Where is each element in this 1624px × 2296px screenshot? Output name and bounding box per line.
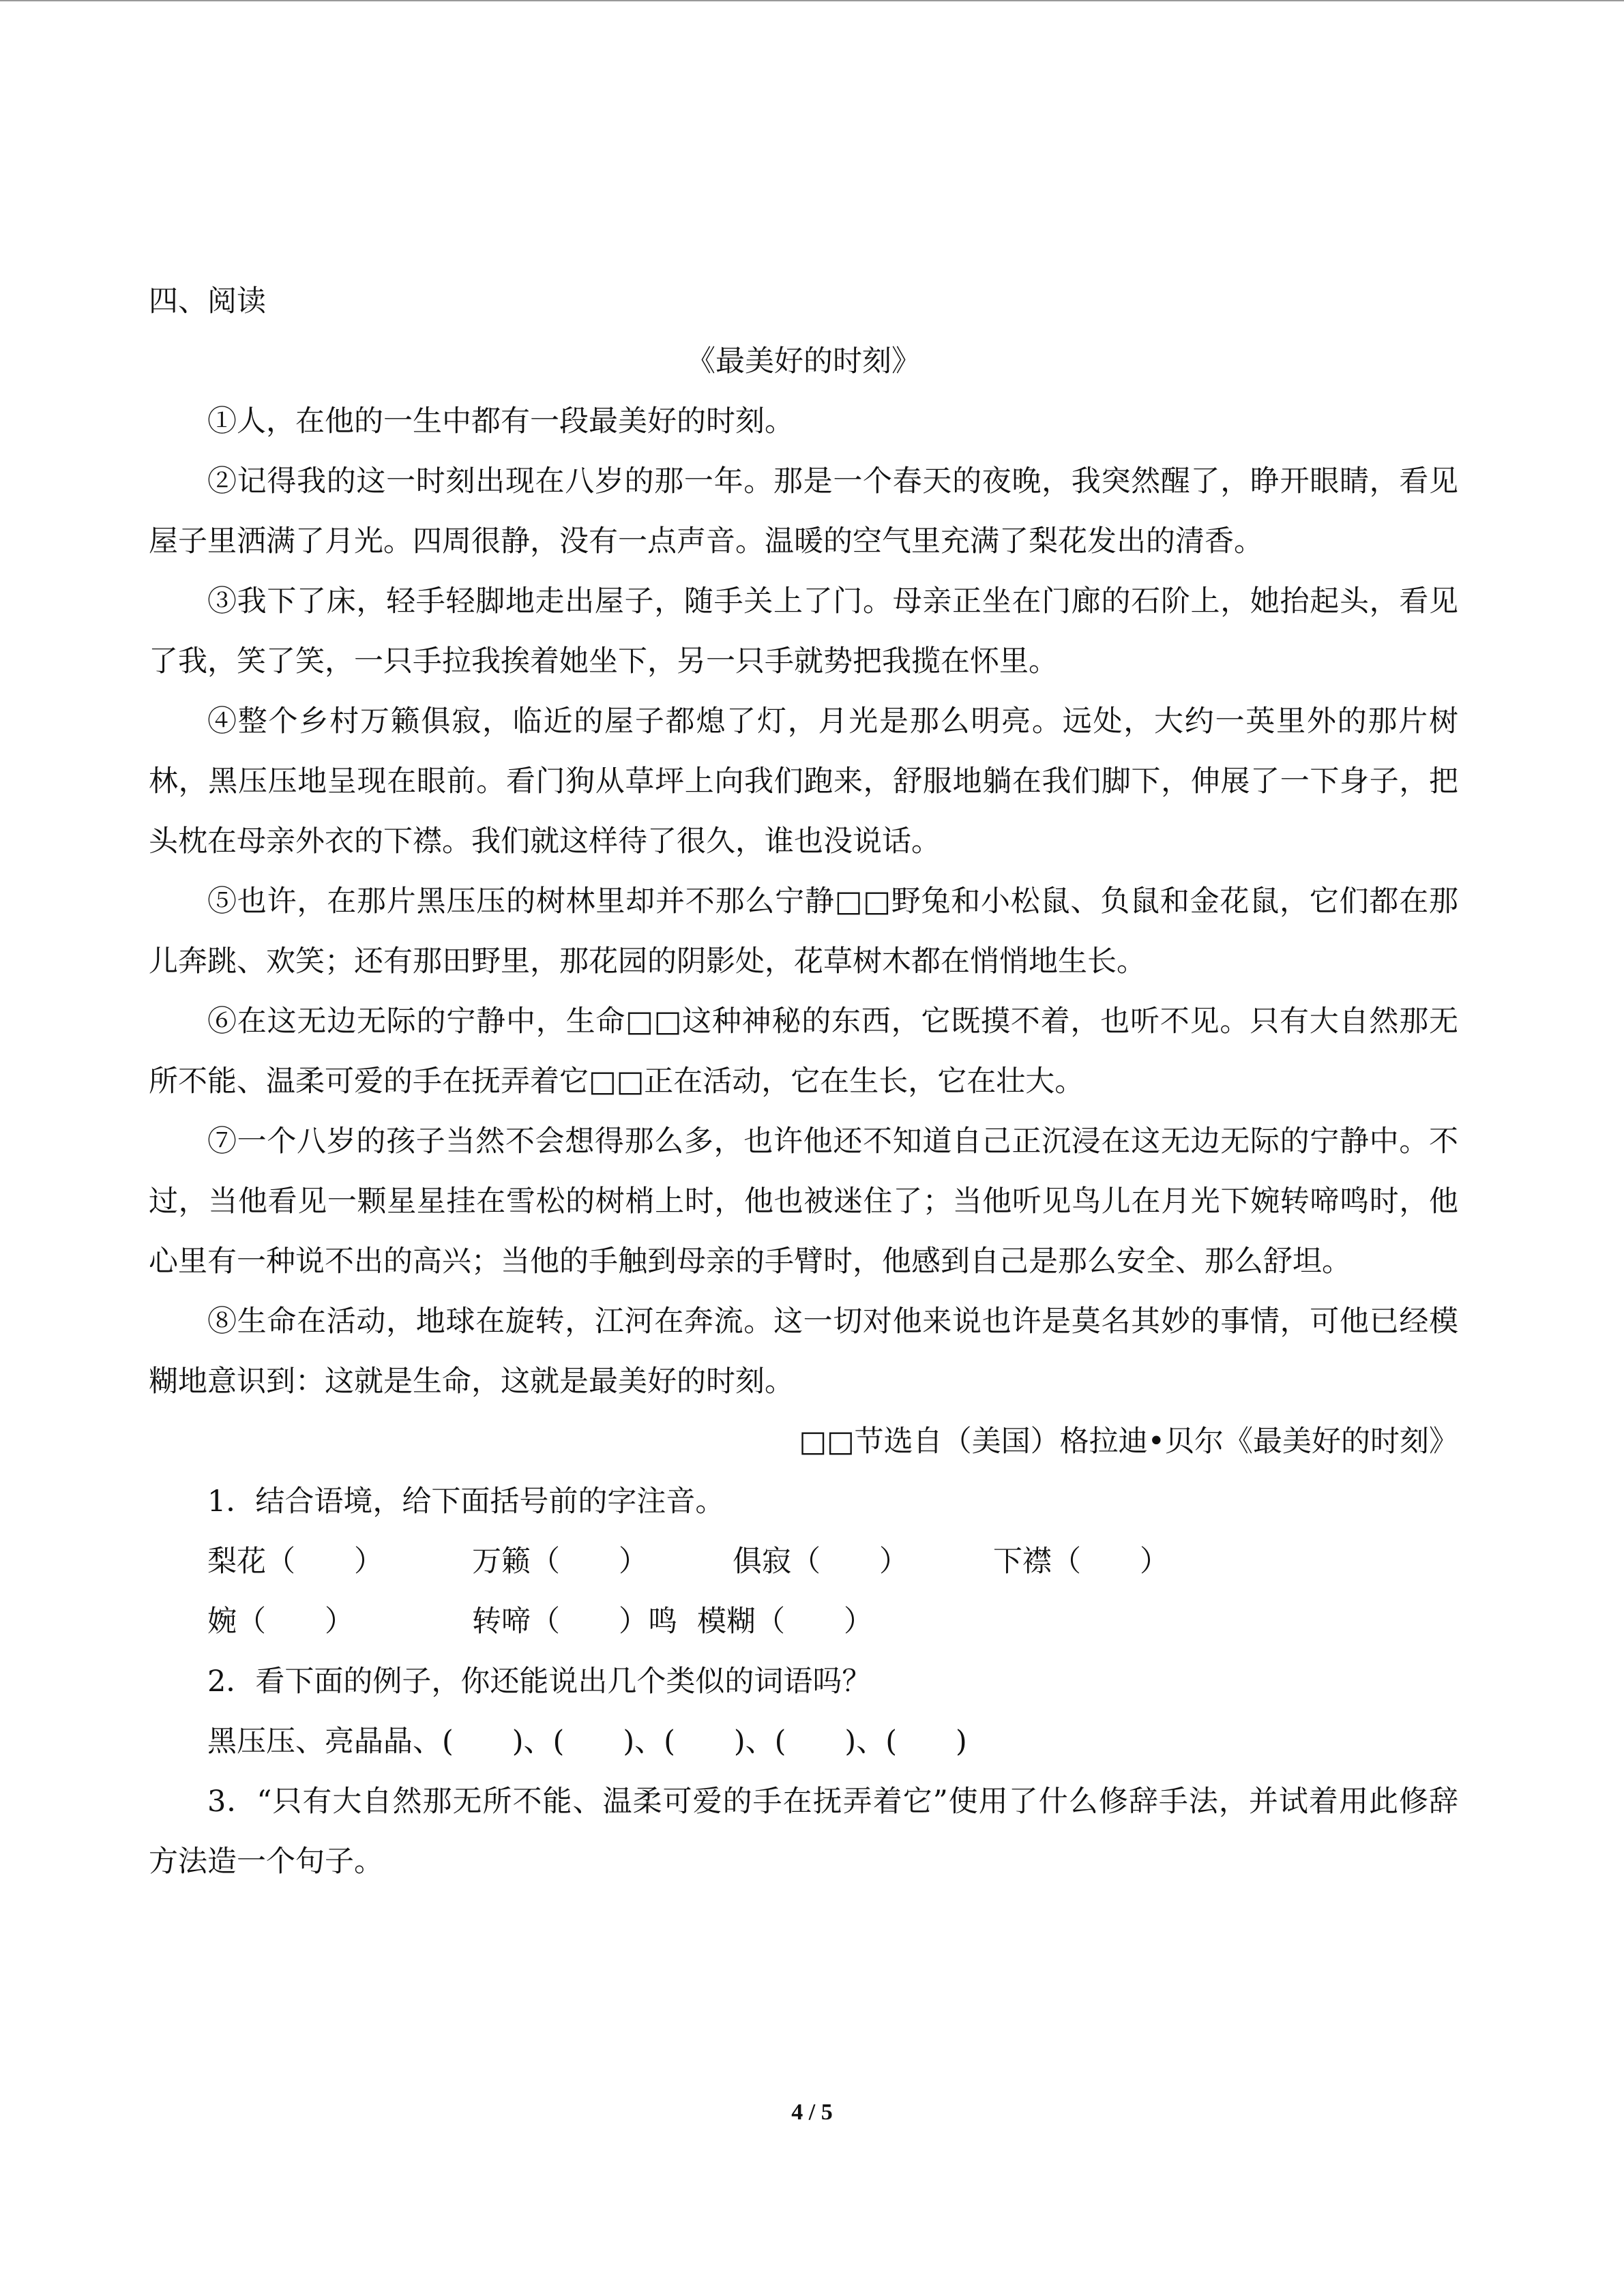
pinyin-blank: 万籁（ ） [472, 1545, 648, 1579]
word-examples-blanks: 黑压压、亮晶晶、( )、( )、( )、( )、( ) [207, 1725, 967, 1759]
source-citation: □□节选自（美国）格拉迪•贝尔《最美好的时刻》 [799, 1425, 1458, 1459]
article-title: 《最美好的时刻》 [686, 344, 921, 378]
pinyin-blank: 俱寂（ ） [733, 1545, 909, 1579]
section-heading: 四、阅读 [149, 284, 266, 318]
paragraph-7: ⑦一个八岁的孩子当然不会想得那么多，也许他还不知道自己正沉浸在这无边无际的宁静中。不过，当他看见一颗星星挂在雪松的树梢上时，他也被迷住了；当他听见鸟儿在月光下婉转啼鸣时，他心里有一种说不出的高兴；当他的手触到母亲的手臂时，他感到自己是那么安全、那么舒坦。 [149, 1124, 1458, 1279]
pinyin-blank: 梨花（ ） [207, 1545, 383, 1579]
question-1-prompt: 1．结合语境，给下面括号前的字注音。 [207, 1485, 725, 1519]
pinyin-blank: 模糊（ ） [697, 1605, 873, 1639]
paragraph-1: ①人，在他的一生中都有一段最美好的时刻。 [207, 404, 794, 438]
question-3-prompt: 3．“只有大自然那无所不能、温柔可爱的手在抚弄着它”使用了什么修辞手法，并试着用此修辞方法造一个句子。 [149, 1785, 1458, 1879]
paragraph-6: ⑥在这无边无际的宁静中，生命□□这种神秘的东西，它既摸不着，也听不见。只有大自然那无所不能、温柔可爱的手在抚弄着它□□正在活动，它在生长，它在壮大。 [149, 1004, 1458, 1099]
paragraph-3: ③我下了床，轻手轻脚地走出屋子，随手关上了门。母亲正坐在门廊的石阶上，她抬起头，看见了我，笑了笑，一只手拉我挨着她坐下，另一只手就势把我揽在怀里。 [149, 584, 1458, 679]
paragraph-2: ②记得我的这一时刻出现在八岁的那一年。那是一个春天的夜晚，我突然醒了，睁开眼睛，看见屋子里洒满了月光。四周很静，没有一点声音。温暖的空气里充满了梨花发出的清香。 [149, 464, 1458, 558]
pinyin-blank: 下襟（ ） [993, 1545, 1169, 1579]
page-number: 4 / 5 [791, 2100, 833, 2125]
question-1-row-2 [149, 1592, 1458, 1652]
question-2-prompt: 2．看下面的例子，你还能说出几个类似的词语吗？ [207, 1665, 872, 1699]
top-border-line [0, 0, 1624, 1]
pinyin-blank: 转啼（ ）鸣 [472, 1605, 677, 1639]
pinyin-blank: 婉（ ） [207, 1605, 354, 1639]
question-2-answer-line [149, 1712, 1458, 1772]
paragraph-8: ⑧生命在活动，地球在旋转，江河在奔流。这一切对他来说也许是莫名其妙的事情，可他已经模糊地意识到：这就是生命，这就是最美好的时刻。 [149, 1304, 1458, 1399]
paragraph-4: ④整个乡村万籁俱寂，临近的屋子都熄了灯，月光是那么明亮。远处，大约一英里外的那片树林，黑压压地呈现在眼前。看门狗从草坪上向我们跑来，舒服地躺在我们脚下，伸展了一下身子，把头枕在母亲外衣的下襟。我们就这样待了很久，谁也没说话。 [149, 704, 1458, 859]
paragraph-5: ⑤也许，在那片黑压压的树林里却并不那么宁静□□野兔和小松鼠、负鼠和金花鼠，它们都在那儿奔跳、欢笑；还有那田野里，那花园的阴影处，花草树木都在悄悄地生长。 [149, 884, 1458, 979]
page-content [149, 271, 1458, 1892]
question-1-row-1 [149, 1532, 1458, 1592]
